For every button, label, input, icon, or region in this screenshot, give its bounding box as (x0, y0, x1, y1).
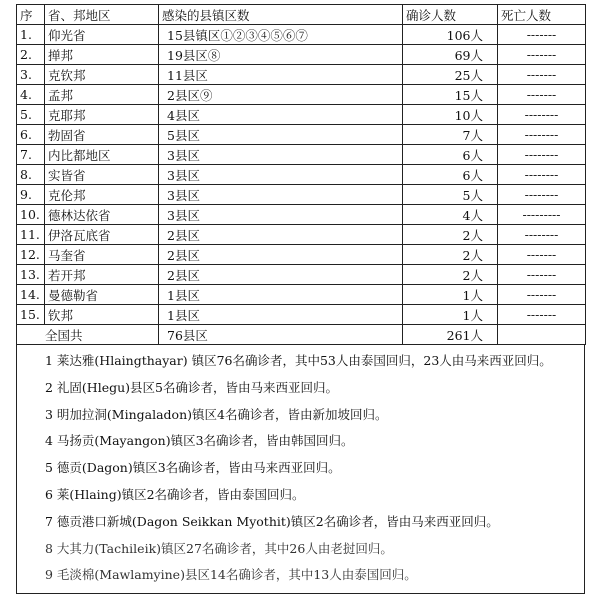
row-seq: 10. (17, 205, 45, 225)
row-confirmed: 5人 (403, 185, 498, 205)
header-region: 省、邦地区 (45, 5, 159, 25)
row-confirmed: 69人 (403, 45, 498, 65)
row-confirmed: 6人 (403, 165, 498, 185)
row-deaths: -------- (498, 105, 586, 125)
row-deaths: -------- (498, 185, 586, 205)
footnote-item: 8 大其力(Tachileik)镇区27名确诊者，其中26人由老挝回归。 (45, 540, 393, 556)
row-districts: 2县区 (159, 245, 403, 265)
header-seq: 序 (17, 5, 45, 25)
row-deaths: --------- (498, 205, 586, 225)
row-seq: 8. (17, 165, 45, 185)
row-districts: 15县镇区①②③④⑤⑥⑦ (159, 25, 403, 45)
row-confirmed: 25人 (403, 65, 498, 85)
table-row (17, 45, 586, 65)
header-confirmed: 确诊人数 (403, 5, 498, 25)
row-region: 孟邦 (45, 85, 159, 105)
row-districts: 3县区 (159, 145, 403, 165)
row-deaths: ------- (498, 305, 586, 325)
row-deaths: -------- (498, 145, 586, 165)
footnote-item: 3 明加拉洞(Mingaladon)镇区4名确诊者，皆由新加坡回归。 (45, 406, 388, 422)
row-deaths: ------- (498, 285, 586, 305)
row-districts: 3县区 (159, 185, 403, 205)
footnote-item: 7 德贡港口新城(Dagon Seikkan Myothit)镇区2名确诊者，皆由马来西亚回归。 (45, 513, 499, 529)
row-seq: 6. (17, 125, 45, 145)
table-row (17, 105, 586, 125)
row-seq: 13. (17, 265, 45, 285)
table-row (17, 185, 586, 205)
total-row (17, 325, 586, 345)
row-confirmed: 1人 (403, 285, 498, 305)
row-deaths: ------- (498, 245, 586, 265)
row-confirmed: 15人 (403, 85, 498, 105)
footnote-item: 1 莱达雅(Hlaingthayar) 镇区76名确诊者，其中53人由泰国回归，23人由马来西亚回归。 (45, 353, 552, 368)
row-confirmed: 2人 (403, 225, 498, 245)
row-districts: 2县区 (159, 265, 403, 285)
row-seq: 12. (17, 245, 45, 265)
row-deaths: ------- (498, 265, 586, 285)
row-districts: 11县区 (159, 65, 403, 85)
row-confirmed: 7人 (403, 125, 498, 145)
row-region: 掸邦 (45, 45, 159, 65)
covid-statistics-document (16, 4, 585, 594)
row-confirmed: 2人 (403, 245, 498, 265)
row-region: 马奎省 (45, 245, 159, 265)
row-confirmed: 1人 (403, 305, 498, 325)
table-row (17, 125, 586, 145)
row-seq: 1. (17, 25, 45, 45)
row-region: 勃固省 (45, 125, 159, 145)
row-region: 克钦邦 (45, 65, 159, 85)
total-deaths (498, 325, 586, 345)
row-districts: 4县区 (159, 105, 403, 125)
table-row (17, 285, 586, 305)
case-table (16, 4, 586, 345)
row-seq: 14. (17, 285, 45, 305)
footnote-item: 2 礼固(Hlegu)县区5名确诊者，皆由马来西亚回归。 (45, 379, 338, 395)
row-districts: 5县区 (159, 125, 403, 145)
total-confirmed: 261人 (403, 325, 498, 345)
table-header-row (17, 5, 586, 25)
row-region: 若开邦 (45, 265, 159, 285)
row-deaths: ------- (498, 85, 586, 105)
table-row (17, 145, 586, 165)
table-row (17, 85, 586, 105)
row-region: 伊洛瓦底省 (45, 225, 159, 245)
row-districts: 2县区⑨ (159, 85, 403, 105)
row-districts: 3县区 (159, 205, 403, 225)
row-deaths: -------- (498, 125, 586, 145)
header-deaths: 死亡人数 (498, 5, 586, 25)
table-row (17, 65, 586, 85)
row-confirmed: 10人 (403, 105, 498, 125)
row-districts: 1县区 (159, 305, 403, 325)
row-confirmed: 6人 (403, 145, 498, 165)
row-region: 德林达依省 (45, 205, 159, 225)
row-region: 内比都地区 (45, 145, 159, 165)
row-region: 实皆省 (45, 165, 159, 185)
table-row (17, 225, 586, 245)
row-deaths: ------- (498, 45, 586, 65)
footnote-item: 9 毛淡棉(Mawlamyine)县区14名确诊者，其中13人由泰国回归。 (45, 567, 417, 583)
table-row (17, 165, 586, 185)
row-deaths: -------- (498, 225, 586, 245)
table-row (17, 25, 586, 45)
table-row (17, 205, 586, 225)
row-region: 克伦邦 (45, 185, 159, 205)
row-seq: 4. (17, 85, 45, 105)
row-seq: 15. (17, 305, 45, 325)
row-districts: 19县区⑧ (159, 45, 403, 65)
table-row (17, 305, 586, 325)
row-seq: 7. (17, 145, 45, 165)
row-deaths: -------- (498, 165, 586, 185)
total-label: 全国共 (17, 325, 159, 345)
row-confirmed: 4人 (403, 205, 498, 225)
total-districts: 76县区 (159, 325, 403, 345)
row-districts: 2县区 (159, 225, 403, 245)
row-seq: 3. (17, 65, 45, 85)
row-confirmed: 106人 (403, 25, 498, 45)
row-seq: 9. (17, 185, 45, 205)
footnote-item: 5 德贡(Dagon)镇区3名确诊者，皆由马来西亚回归。 (45, 460, 341, 476)
table-body (17, 25, 586, 325)
row-region: 曼德勒省 (45, 285, 159, 305)
table-row (17, 245, 586, 265)
row-region: 钦邦 (45, 305, 159, 325)
footnote-item: 6 莱(Hlaing)镇区2名确诊者，皆由泰国回归。 (45, 486, 305, 502)
row-districts: 3县区 (159, 165, 403, 185)
table-row (17, 265, 586, 285)
row-confirmed: 2人 (403, 265, 498, 285)
footnote-item: 4 马扬贡(Mayangon)镇区3名确诊者，皆由韩国回归。 (45, 433, 354, 449)
row-seq: 5. (17, 105, 45, 125)
header-districts: 感染的县镇区数 (159, 5, 403, 25)
row-seq: 11. (17, 225, 45, 245)
row-districts: 1县区 (159, 285, 403, 305)
row-deaths: ------- (498, 25, 586, 45)
footnotes (16, 345, 585, 594)
row-region: 仰光省 (45, 25, 159, 45)
row-deaths: ------- (498, 65, 586, 85)
row-seq: 2. (17, 45, 45, 65)
row-region: 克耶邦 (45, 105, 159, 125)
